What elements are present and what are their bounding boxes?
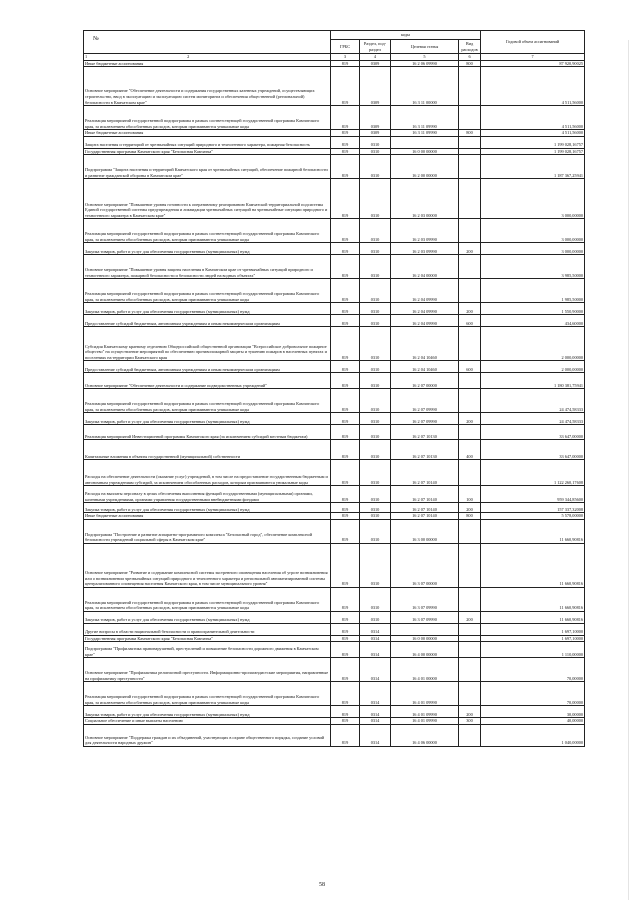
- row-target-cell: 16 2 03 00000: [391, 179, 459, 219]
- row-name-cell: Закупка товаров, работ и услуг для обеспечения государственных (муниципальных) нужд: [84, 243, 331, 255]
- row-section-cell: 0314: [360, 623, 391, 635]
- row-grbs-cell: 819: [331, 587, 360, 611]
- row-section-cell: 0310: [360, 155, 391, 179]
- row-amount-cell: 1 040,00000: [481, 725, 585, 747]
- table-row: [84, 67, 585, 106]
- table-row: [84, 136, 585, 148]
- row-target-cell: 16 2 07 10140: [391, 460, 459, 486]
- number-column-label: №: [93, 36, 99, 42]
- row-amount-cell: 4 511,56000: [481, 67, 585, 106]
- header-name-cell: [84, 31, 331, 54]
- row-section-cell: 0314: [360, 718, 391, 725]
- row-amount-cell: 11 660,90816: [481, 587, 585, 611]
- row-target-cell: 16 2 07 09990: [391, 389, 459, 413]
- row-grbs-cell: 819: [331, 682, 360, 706]
- row-target-cell: 16 3 11 00000: [391, 67, 459, 106]
- table-row: [84, 623, 585, 635]
- row-type-cell: 200: [459, 611, 481, 623]
- row-name-cell: Основное мероприятие "Профилактика религиозной преступности. Информационно-пропагандистские мероприятия, направленные на профилактику преступности": [84, 658, 331, 682]
- table-row: [84, 611, 585, 623]
- table-row: [84, 519, 585, 543]
- row-grbs-cell: 819: [331, 303, 360, 315]
- row-name-cell: Закупка товаров, работ и услуг для обеспечения государственных (муниципальных) нужд: [84, 413, 331, 425]
- row-target-cell: [391, 623, 459, 635]
- row-grbs-cell: 819: [331, 725, 360, 747]
- row-grbs-cell: 819: [331, 243, 360, 255]
- row-amount-cell: 11 660,90816: [481, 611, 585, 623]
- row-grbs-cell: 819: [331, 60, 360, 67]
- row-grbs-cell: 819: [331, 503, 360, 513]
- table-row: [84, 682, 585, 706]
- table-row: [84, 243, 585, 255]
- table-row: [84, 658, 585, 682]
- row-name-cell: Закупка товаров, работ и услуг для обеспечения государственных (муниципальных) нужд: [84, 611, 331, 623]
- row-section-cell: 0310: [360, 179, 391, 219]
- row-grbs-cell: 819: [331, 642, 360, 658]
- row-name-cell: Подпрограмма "Профилактика правонарушений, преступлений и повышение безопасности дорожного движения в Камчатском крае": [84, 642, 331, 658]
- budget-table: [83, 30, 585, 747]
- row-amount-cell: 24 474,58333: [481, 413, 585, 425]
- row-target-cell: 16 3 07 09990: [391, 611, 459, 623]
- row-section-cell: 0310: [360, 543, 391, 587]
- row-type-cell: 300: [459, 718, 481, 725]
- row-amount-cell: 4 511,56000: [481, 130, 585, 137]
- row-type-cell: [459, 519, 481, 543]
- row-amount-cell: 30,00000: [481, 706, 585, 718]
- row-target-cell: 16 2 07 10130: [391, 440, 459, 460]
- index-cell: 3: [331, 54, 360, 61]
- table-row: [84, 725, 585, 747]
- row-amount-cell: 3 000,00000: [481, 179, 585, 219]
- row-type-cell: [459, 725, 481, 747]
- row-name-cell: Подпрограмма "Построение и развитие аппаратно-программного комплекса "Безопасный город", обеспечение комплексной безопасности учреждений социальной сферы в Камчатском крае": [84, 519, 331, 543]
- row-amount-cell: 1 985,50000: [481, 279, 585, 303]
- row-amount-cell: 24 474,58333: [481, 389, 585, 413]
- row-section-cell: 0310: [360, 255, 391, 279]
- header-target: Целевая статья: [391, 40, 459, 54]
- header-section: Раздел, под-раздел: [360, 40, 391, 54]
- row-type-cell: [459, 179, 481, 219]
- row-amount-cell: 5 578,00000: [481, 513, 585, 520]
- table-row: [84, 389, 585, 413]
- row-section-cell: 0314: [360, 658, 391, 682]
- table-row: [84, 413, 585, 425]
- row-name-cell: Основное мероприятие "Повышение уровня готовности к оперативному реагированию Камчатской территориальной подсистемы Единой государственной системы предупреждения и ликвидации чрезвычайных ситуаций на чрезвычайные ситуации природного и техногенного характера в Камчатском крае": [84, 179, 331, 219]
- row-grbs-cell: 819: [331, 706, 360, 718]
- row-grbs-cell: 819: [331, 658, 360, 682]
- row-type-cell: [459, 587, 481, 611]
- row-target-cell: 16 3 07 00000: [391, 543, 459, 587]
- row-type-cell: 600: [459, 361, 481, 373]
- table-body: [84, 60, 585, 746]
- row-amount-cell: 33 647,00000: [481, 425, 585, 440]
- row-grbs-cell: 819: [331, 67, 360, 106]
- row-grbs-cell: 819: [331, 255, 360, 279]
- table-row: [84, 440, 585, 460]
- row-name-cell: Иные бюджетные ассигнования: [84, 513, 331, 520]
- row-name-cell: Предоставление субсидий бюджетным, автономным учреждениям и иным некоммерческим организациям: [84, 315, 331, 327]
- row-section-cell: 0310: [360, 361, 391, 373]
- table-row: [84, 635, 585, 642]
- table-row: [84, 361, 585, 373]
- table-row: [84, 513, 585, 520]
- row-grbs-cell: 819: [331, 460, 360, 486]
- row-type-cell: 800: [459, 60, 481, 67]
- row-section-cell: 0310: [360, 327, 391, 361]
- row-type-cell: [459, 460, 481, 486]
- row-amount-cell: 33 647,00000: [481, 440, 585, 460]
- row-grbs-cell: 819: [331, 148, 360, 155]
- row-target-cell: 16 2 07 10130: [391, 425, 459, 440]
- row-type-cell: 100: [459, 486, 481, 503]
- row-amount-cell: 2 000,00000: [481, 361, 585, 373]
- row-type-cell: [459, 148, 481, 155]
- row-target-cell: 16 2 04 10460: [391, 361, 459, 373]
- row-section-cell: 0310: [360, 486, 391, 503]
- row-target-cell: 16 2 00 00000: [391, 155, 459, 179]
- row-type-cell: [459, 219, 481, 243]
- row-type-cell: [459, 543, 481, 587]
- row-amount-cell: 1 110,00000: [481, 642, 585, 658]
- row-type-cell: [459, 136, 481, 148]
- row-amount-cell: 3 000,00000: [481, 243, 585, 255]
- row-section-cell: 0309: [360, 60, 391, 67]
- header-volume: Годовой объем ассигнований: [481, 31, 585, 54]
- row-name-cell: Иные бюджетные ассигнования: [84, 130, 331, 137]
- row-amount-cell: 1 180 381,75941: [481, 373, 585, 389]
- index-cell: 1 2: [84, 54, 331, 61]
- row-grbs-cell: 819: [331, 718, 360, 725]
- row-name-cell: Основное мероприятие "Обеспечение деятельности и содержание подведомственных учреждений": [84, 373, 331, 389]
- row-section-cell: 0310: [360, 611, 391, 623]
- row-name-cell: Реализация мероприятий государственной подпрограммы в рамках соответствующей государственной программы Камчатского края, за исключением обособленных расходов, которым присваиваются уникальные коды: [84, 587, 331, 611]
- row-name-cell: Подпрограмма "Защита населения и территорий Камчатского края от чрезвычайных ситуаций, обеспечение пожарной безопасности и развитие гражданской обороны в Камчатском крае": [84, 155, 331, 179]
- row-section-cell: 0310: [360, 513, 391, 520]
- row-type-cell: 200: [459, 413, 481, 425]
- index-cell: 4: [360, 54, 391, 61]
- table-row: [84, 219, 585, 243]
- row-name-cell: Государственная программа Камчатского края "Безопасная Камчатка": [84, 148, 331, 155]
- table-row: [84, 460, 585, 486]
- row-amount-cell: 3 000,00000: [481, 219, 585, 243]
- row-section-cell: 0310: [360, 136, 391, 148]
- row-amount-cell: 1 199 028,16757: [481, 148, 585, 155]
- row-target-cell: 16 3 00 00000: [391, 519, 459, 543]
- row-section-cell: 0310: [360, 303, 391, 315]
- row-section-cell: 0310: [360, 219, 391, 243]
- row-target-cell: 16 2 07 10140: [391, 503, 459, 513]
- row-grbs-cell: 819: [331, 413, 360, 425]
- row-type-cell: [459, 642, 481, 658]
- row-name-cell: Основное мероприятие "Обеспечение деятельности и содержания государственных казенных учреждений, осуществляющих строительство, ввод в эксплуатацию и эксплуатацию систем мониторинга и обеспечения общественной (региональной) безопасности в Камчатском крае": [84, 67, 331, 106]
- page-number: 58: [319, 882, 325, 888]
- row-target-cell: 16 2 04 10460: [391, 327, 459, 361]
- row-grbs-cell: 819: [331, 130, 360, 137]
- row-type-cell: 400: [459, 440, 481, 460]
- row-section-cell: 0310: [360, 440, 391, 460]
- table-row: [84, 486, 585, 503]
- row-amount-cell: 1 550,90000: [481, 303, 585, 315]
- table-row: [84, 148, 585, 155]
- row-type-cell: 200: [459, 303, 481, 315]
- table-row: [84, 327, 585, 361]
- header-codes: коды: [331, 31, 481, 40]
- row-name-cell: Реализация мероприятий государственной подпрограммы в рамках соответствующей государственной программы Камчатского края, за исключением обособленных расходов, которым присваиваются уникальные коды: [84, 106, 331, 130]
- row-type-cell: [459, 425, 481, 440]
- row-target-cell: 16 4 01 09990: [391, 706, 459, 718]
- row-type-cell: [459, 682, 481, 706]
- row-amount-cell: 2 000,00000: [481, 327, 585, 361]
- row-type-cell: 200: [459, 243, 481, 255]
- row-target-cell: 16 0 00 00000: [391, 148, 459, 155]
- row-grbs-cell: 819: [331, 635, 360, 642]
- row-grbs-cell: 819: [331, 361, 360, 373]
- row-grbs-cell: 819: [331, 425, 360, 440]
- row-section-cell: 0314: [360, 642, 391, 658]
- row-grbs-cell: 819: [331, 136, 360, 148]
- table-row: [84, 179, 585, 219]
- row-name-cell: Защита населения и территорий от чрезвычайных ситуаций природного и техногенного характера, пожарная безопасность: [84, 136, 331, 148]
- row-grbs-cell: 819: [331, 513, 360, 520]
- row-grbs-cell: 819: [331, 106, 360, 130]
- row-target-cell: 16 3 07 09990: [391, 587, 459, 611]
- row-name-cell: Другие вопросы в области национальной безопасности и правоохранительной деятельности: [84, 623, 331, 635]
- row-section-cell: 0314: [360, 725, 391, 747]
- index-cell: 5: [391, 54, 459, 61]
- row-type-cell: [459, 255, 481, 279]
- row-amount-cell: 157 337,32008: [481, 503, 585, 513]
- row-amount-cell: 1 199 028,16757: [481, 136, 585, 148]
- row-target-cell: 16 4 01 09990: [391, 682, 459, 706]
- row-section-cell: 0310: [360, 373, 391, 389]
- table-row: [84, 706, 585, 718]
- row-name-cell: Основное мероприятие "Развитие и содержание комплексной системы экстренного оповещения населения об угрозе возникновения или о возникновении чрезвычайных ситуаций природного и техногенного характера и региональной автоматизированной системы централизованного оповещения населения Камчатского края, в том числе муниципального уровня": [84, 543, 331, 587]
- row-name-cell: Социальное обеспечение и иные выплаты населению: [84, 718, 331, 725]
- row-target-cell: 16 2 06 09990: [391, 60, 459, 67]
- row-type-cell: 200: [459, 503, 481, 513]
- row-name-cell: Субсидия Камчатскому краевому отделению Общероссийской общественной организации "Всероссийское добровольное пожарное общество" на осуществление мероприятий по обеспечению противопожарной защиты и тушению пожаров в населенных пунктах и поселениях на территории Камчатского края: [84, 327, 331, 361]
- row-name-cell: Реализация мероприятий государственной подпрограммы в рамках соответствующей государственной программы Камчатского края, за исключением обособленных расходов, которым присваиваются уникальные коды: [84, 219, 331, 243]
- table-row: [84, 642, 585, 658]
- row-amount-cell: 87 920,90025: [481, 60, 585, 67]
- row-section-cell: 0310: [360, 243, 391, 255]
- row-amount-cell: 4 511,56000: [481, 106, 585, 130]
- row-grbs-cell: 819: [331, 315, 360, 327]
- row-name-cell: Расходы на обеспечение деятельности (оказание услуг) учреждений, в том числе на предоставление государственным бюджетным и автономным учреждениям субсидий, за исключением обособленных расходов, которым присваиваются уникальные коды: [84, 460, 331, 486]
- row-grbs-cell: 819: [331, 373, 360, 389]
- row-section-cell: 0314: [360, 706, 391, 718]
- table-row: [84, 425, 585, 440]
- row-amount-cell: 1 187 367,25941: [481, 155, 585, 179]
- table-row: [84, 373, 585, 389]
- row-target-cell: 16 0 00 00000: [391, 635, 459, 642]
- table-row: [84, 279, 585, 303]
- row-type-cell: [459, 389, 481, 413]
- table-row: [84, 718, 585, 725]
- index-cell: 6: [459, 54, 481, 61]
- table-row: [84, 315, 585, 327]
- row-target-cell: 16 2 04 09990: [391, 279, 459, 303]
- row-amount-cell: 11 660,90816: [481, 543, 585, 587]
- row-type-cell: 600: [459, 315, 481, 327]
- row-section-cell: 0310: [360, 148, 391, 155]
- row-type-cell: 800: [459, 130, 481, 137]
- row-section-cell: 0309: [360, 106, 391, 130]
- row-target-cell: 16 4 01 00000: [391, 658, 459, 682]
- row-section-cell: 0310: [360, 315, 391, 327]
- row-name-cell: Основное мероприятие "Повышение уровня защиты населения в Камчатском крае от чрезвычайных ситуаций природного и техногенного характера, пожарной безопасности и безопасности людей на водных объектах": [84, 255, 331, 279]
- row-name-cell: Основное мероприятие "Поддержка граждан и их объединений, участвующих в охране общественного порядка, создание условий для деятельности народных дружин": [84, 725, 331, 747]
- row-type-cell: [459, 658, 481, 682]
- row-grbs-cell: 819: [331, 543, 360, 587]
- row-section-cell: 0309: [360, 130, 391, 137]
- row-section-cell: 0310: [360, 413, 391, 425]
- row-type-cell: [459, 327, 481, 361]
- row-section-cell: 0314: [360, 635, 391, 642]
- table-row: [84, 303, 585, 315]
- row-amount-cell: 1 697,10000: [481, 635, 585, 642]
- row-grbs-cell: 819: [331, 327, 360, 361]
- row-amount-cell: 434,60000: [481, 315, 585, 327]
- row-amount-cell: 3 985,50000: [481, 255, 585, 279]
- table-row: [84, 106, 585, 130]
- table-row: [84, 60, 585, 67]
- row-target-cell: 16 3 11 09990: [391, 130, 459, 137]
- row-amount-cell: 40,00000: [481, 718, 585, 725]
- row-amount-cell: 1 697,10000: [481, 623, 585, 635]
- row-amount-cell: 70,00000: [481, 658, 585, 682]
- table-row: [84, 587, 585, 611]
- row-section-cell: 0310: [360, 389, 391, 413]
- row-name-cell: Капитальные вложения в объекты государственной (муниципальной) собственности: [84, 440, 331, 460]
- table-row: [84, 543, 585, 587]
- table-row: [84, 503, 585, 513]
- row-target-cell: 16 2 04 09990: [391, 315, 459, 327]
- row-grbs-cell: 819: [331, 389, 360, 413]
- row-name-cell: Предоставление субсидий бюджетным, автономным учреждениям и иным некоммерческим организациям: [84, 361, 331, 373]
- row-section-cell: 0310: [360, 460, 391, 486]
- row-target-cell: 16 2 03 09990: [391, 243, 459, 255]
- row-target-cell: 16 4 01 09990: [391, 718, 459, 725]
- row-target-cell: 16 2 07 00000: [391, 373, 459, 389]
- column-index-row: [84, 54, 585, 61]
- table-row: [84, 255, 585, 279]
- table-row: [84, 130, 585, 137]
- row-amount-cell: 70,00000: [481, 682, 585, 706]
- row-target-cell: 16 2 07 10140: [391, 486, 459, 503]
- row-grbs-cell: 819: [331, 279, 360, 303]
- row-type-cell: [459, 279, 481, 303]
- row-grbs-cell: 819: [331, 519, 360, 543]
- row-grbs-cell: 819: [331, 440, 360, 460]
- row-grbs-cell: 819: [331, 179, 360, 219]
- row-target-cell: 16 2 04 00000: [391, 255, 459, 279]
- row-grbs-cell: 819: [331, 155, 360, 179]
- row-name-cell: Закупка товаров, работ и услуг для обеспечения государственных (муниципальных) нужд: [84, 503, 331, 513]
- row-section-cell: 0310: [360, 279, 391, 303]
- row-type-cell: 200: [459, 706, 481, 718]
- row-section-cell: 0310: [360, 587, 391, 611]
- row-name-cell: Государственная программа Камчатского края "Безопасная Камчатка": [84, 635, 331, 642]
- row-name-cell: Реализация мероприятий Инвестиционной программы Камчатского края (за исключением субсидий местным бюджетам): [84, 425, 331, 440]
- row-section-cell: 0314: [360, 682, 391, 706]
- header-expense-type: Вид расходов: [459, 40, 481, 54]
- row-grbs-cell: 819: [331, 486, 360, 503]
- row-amount-cell: 959 344,85600: [481, 486, 585, 503]
- row-name-cell: Расходы на выплаты персоналу в целях обеспечения выполнения функций государственными (муниципальными) органами, казенными учреждениями, органами управления государственными внебюджетными фондами: [84, 486, 331, 503]
- row-target-cell: 16 2 07 10140: [391, 513, 459, 520]
- row-section-cell: 0309: [360, 67, 391, 106]
- row-type-cell: [459, 67, 481, 106]
- row-name-cell: Реализация мероприятий государственной подпрограммы в рамках соответствующей государственной программы Камчатского края, за исключением обособленных расходов, которым присваиваются уникальные коды: [84, 682, 331, 706]
- row-target-cell: 16 2 07 09990: [391, 413, 459, 425]
- row-type-cell: [459, 373, 481, 389]
- row-type-cell: [459, 623, 481, 635]
- row-target-cell: 16 4 00 00000: [391, 642, 459, 658]
- row-grbs-cell: 819: [331, 623, 360, 635]
- row-amount-cell: 11 660,90816: [481, 519, 585, 543]
- row-target-cell: [391, 136, 459, 148]
- row-type-cell: 800: [459, 513, 481, 520]
- row-grbs-cell: 819: [331, 219, 360, 243]
- row-target-cell: 16 2 04 09990: [391, 303, 459, 315]
- row-section-cell: 0310: [360, 519, 391, 543]
- row-target-cell: 16 2 03 09990: [391, 219, 459, 243]
- row-type-cell: [459, 106, 481, 130]
- row-target-cell: 16 4 06 00000: [391, 725, 459, 747]
- row-section-cell: 0310: [360, 425, 391, 440]
- row-target-cell: 16 3 11 09990: [391, 106, 459, 130]
- row-amount-cell: 1 122 260,17608: [481, 460, 585, 486]
- row-name-cell: Закупка товаров, работ и услуг для обеспечения государственных (муниципальных) нужд: [84, 303, 331, 315]
- table-row: [84, 155, 585, 179]
- row-name-cell: Реализация мероприятий государственной подпрограммы в рамках соответствующей государственной программы Камчатского края, за исключением обособленных расходов, которым присваиваются уникальные коды: [84, 389, 331, 413]
- row-section-cell: 0310: [360, 503, 391, 513]
- row-name-cell: Закупка товаров, работ и услуг для обеспечения государственных (муниципальных) нужд: [84, 706, 331, 718]
- scan-edge-line: [628, 40, 629, 900]
- row-name-cell: Реализация мероприятий государственной подпрограммы в рамках соответствующей государственной программы Камчатского края, за исключением обособленных расходов, которым присваиваются уникальные коды: [84, 279, 331, 303]
- row-type-cell: [459, 155, 481, 179]
- row-type-cell: [459, 635, 481, 642]
- row-name-cell: Иные бюджетные ассигнования: [84, 60, 331, 67]
- header-grbs: ГРБС: [331, 40, 360, 54]
- row-grbs-cell: 819: [331, 611, 360, 623]
- index-cell: 7: [481, 54, 585, 61]
